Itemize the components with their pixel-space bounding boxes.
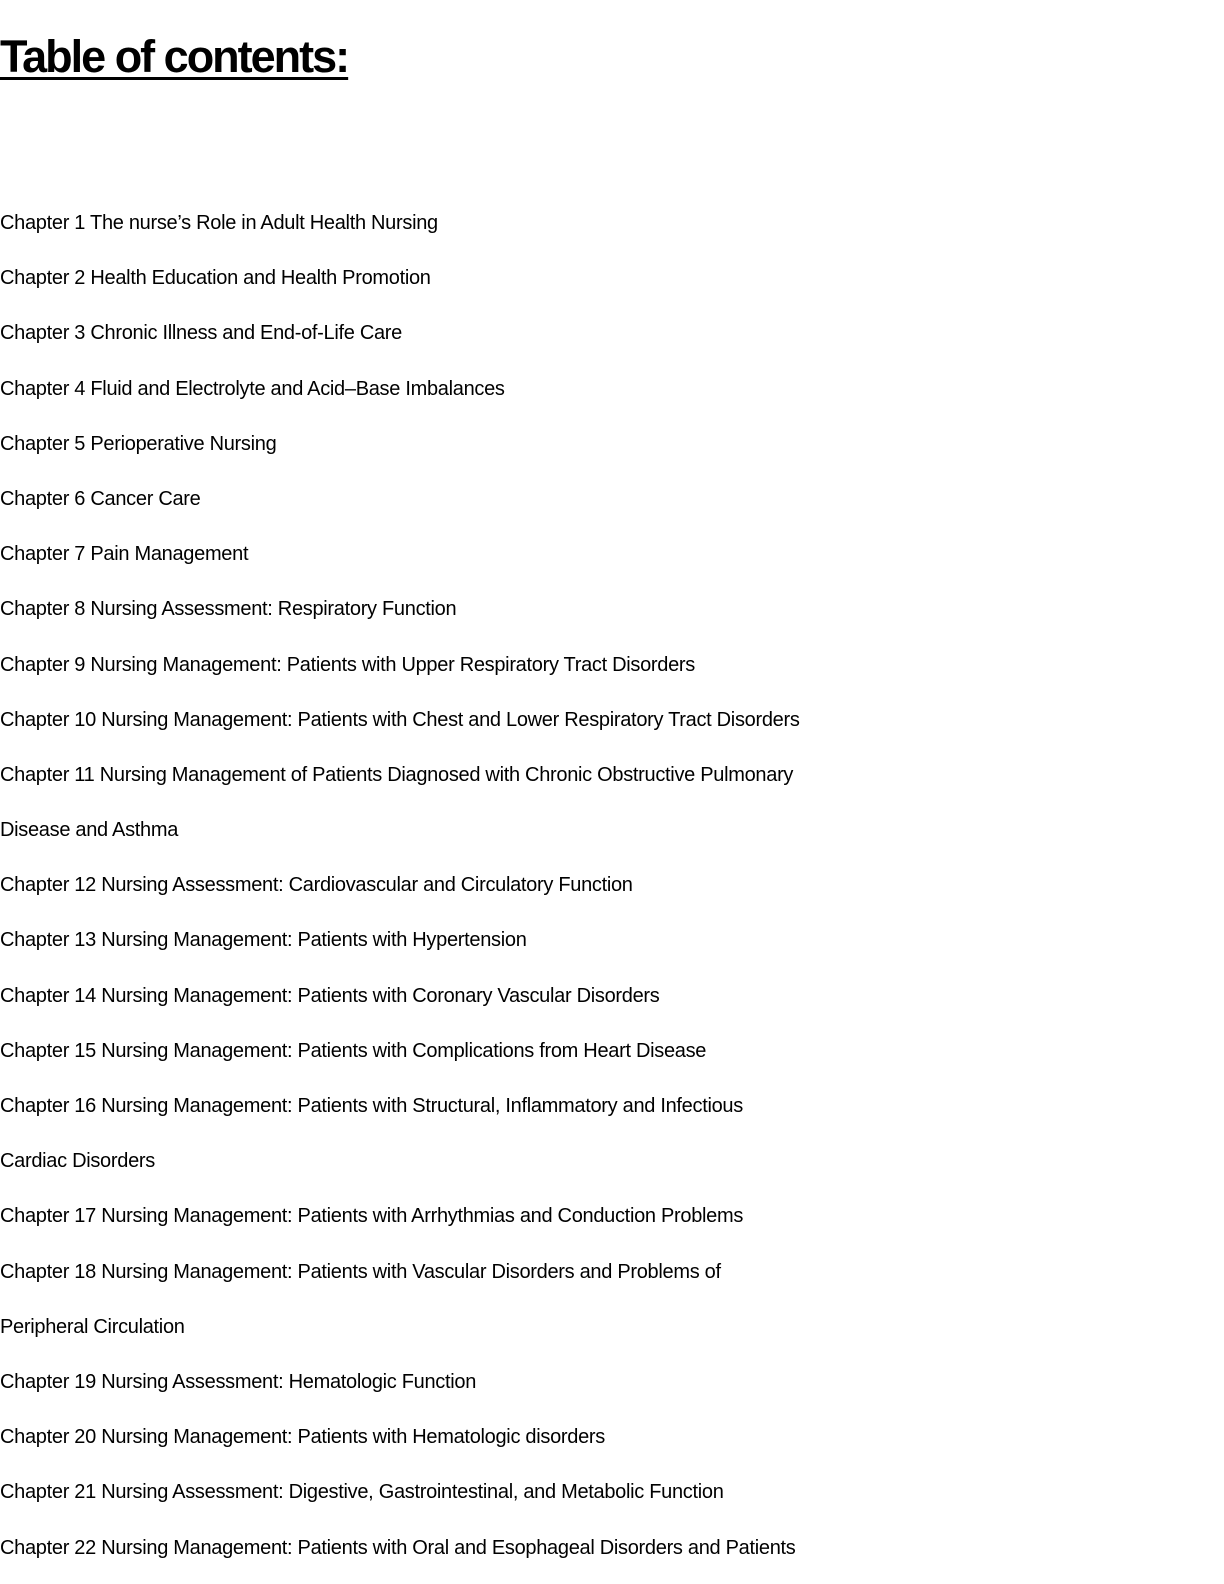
toc-line: Chapter 16 Nursing Management: Patients with Structural, Inflammatory and Infectious (0, 1095, 743, 1117)
toc-line: Chapter 4 Fluid and Electrolyte and Acid–Base Imbalances (0, 377, 505, 400)
toc-line: Chapter 17 Nursing Management: Patients with Arrhythmias and Conduction Problems (0, 1205, 744, 1228)
toc-line: Chapter 14 Nursing Management: Patients with Coronary Vascular Disorders (0, 984, 660, 1007)
toc-line: Chapter 9 Nursing Management: Patients with Upper Respiratory Tract Disorders (0, 653, 695, 676)
toc-line-continuation: Disease and Asthma (0, 819, 179, 842)
toc-line: Chapter 12 Nursing Assessment: Cardiovascular and Circulatory Function (0, 874, 633, 897)
toc-line-continuation: Cardiac Disorders (0, 1150, 155, 1173)
toc-line: Chapter 22 Nursing Management: Patients with Oral and Esophageal Disorders and Patients (0, 1536, 796, 1559)
toc-line: Chapter 5 Perioperative Nursing (0, 432, 277, 455)
toc-line: Chapter 15 Nursing Management: Patients with Complications from Heart Disease (0, 1039, 707, 1062)
toc-line: Chapter 1 The nurse’s Role in Adult Health Nursing (0, 212, 438, 234)
toc-line-continuation: Peripheral Circulation (0, 1315, 185, 1338)
toc-line: Chapter 10 Nursing Management: Patients with Chest and Lower Respiratory Tract Disorders (0, 708, 800, 731)
toc-line: Chapter 6 Cancer Care (0, 487, 201, 510)
toc-line: Chapter 20 Nursing Management: Patients with Hematologic disorders (0, 1426, 605, 1449)
toc-line: Chapter 11 Nursing Management of Patients Diagnosed with Chronic Obstructive Pulmonary (0, 763, 794, 786)
toc-line: Chapter 8 Nursing Assessment: Respiratory Function (0, 598, 457, 621)
toc-line: Chapter 21 Nursing Assessment: Digestive, Gastrointestinal, and Metabolic Function (0, 1481, 724, 1504)
toc-line: Chapter 2 Health Education and Health Promotion (0, 267, 431, 290)
toc-heading: Table of contents: (0, 31, 349, 82)
toc-line: Chapter 18 Nursing Management: Patients with Vascular Disorders and Problems of (0, 1260, 721, 1283)
toc-line: Chapter 19 Nursing Assessment: Hematologic Function (0, 1370, 477, 1393)
toc-line: Chapter 7 Pain Management (0, 543, 249, 566)
toc-line: Chapter 3 Chronic Illness and End-of-Life Care (0, 322, 402, 345)
toc-line: Chapter 13 Nursing Management: Patients with Hypertension (0, 929, 527, 952)
toc-list (0, 196, 1000, 1576)
